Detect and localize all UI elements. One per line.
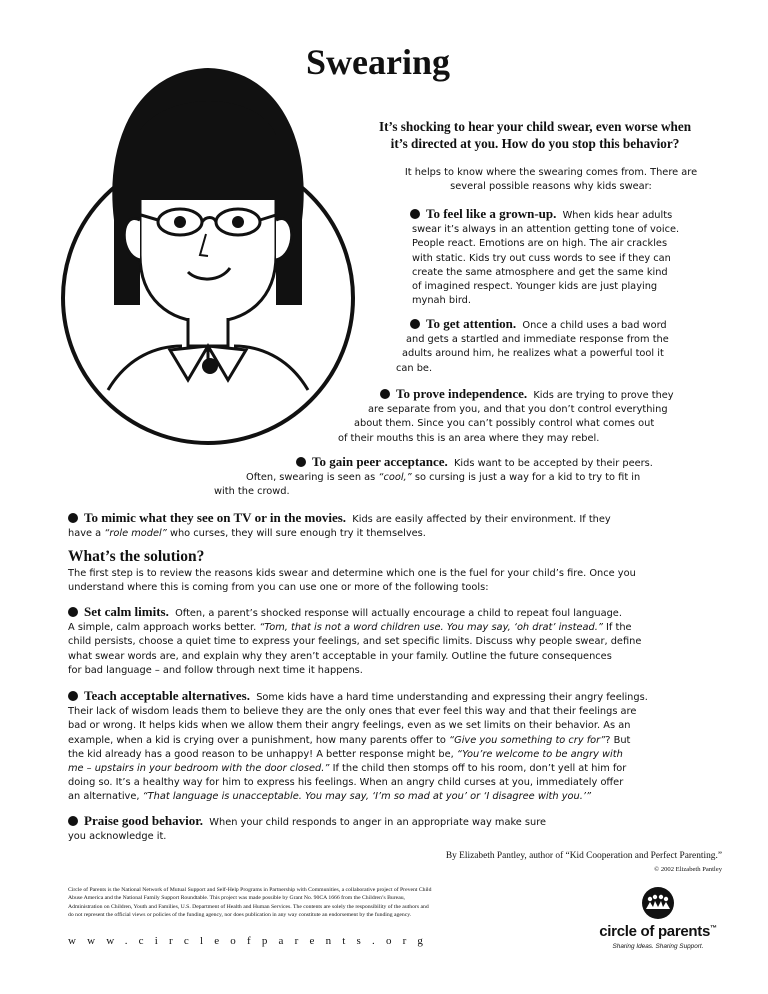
solution-intro: The first step is to review the reasons kids swear and determine which one is the fuel for your child’s fire. Once you understand where this is coming from you can use one or more of the following tools: [68,568,636,594]
reason-grown-up: To feel like a grown-up. When kids hear adults swear it’s always in an attention getting tone of voice. People react. Emotions are on high. The air crackles with static. Kids try out cuss words to see if they can create the same atmosphere and get the same kind of imagined respect. Younger kids are just playing mynah bird. [412,206,680,307]
bullet-icon [68,691,78,701]
tool-calm-limits: Set calm limits. Often, a parent’s shocked response will actually encourage a child to repeat foul language. A simple, calm approach works better. “Tom, that is not a word children use. You may say, ‘oh drat’ instead.” If the child persists, choose a quiet time to express your feelings, and set specific limits. Discuss why people swear, define what swear words are, and explain why they aren’t acceptable in your family. Outline the future consequences for bad language – and follow through next time it happens. [68,604,642,676]
intro-text: It helps to know where the swearing comes from. There are several possible reasons why kids swear: [404,167,698,192]
reason-independence: To prove independence. Kids are trying to prove they are separate from you, and that you don’t control everything about them. Since you can’t possibly control what comes out of their mouths this is an area where they may rebel. [338,386,674,444]
bullet-icon [410,209,420,219]
bullet-icon [410,319,420,329]
website-url[interactable]: www.circleofparents.org [68,935,435,947]
bullet-icon [68,607,78,617]
intro-question: It’s shocking to hear your child swear, even worse when it’s directed at you. How do you stop this behavior? [378,119,692,151]
bullet-icon [380,389,390,399]
footer-fine-print: Circle of Parents is the National Network of Mutual Support and Self-Help Programs in Partnership with Communities, a collaborative project of Prevent Child Abuse America and the National Family Support Roundtable. This project was made possible by Grant No. 90CA 1666 from the Children’s Bureau, Administration on Children, Youth and Families, U.S. Department of Health and Human Services. The contents are solely the responsibility of the authors and do not represent the official views or policies of the funding agency, nor does publication in any way constitute an endorsement by the funding agency. [68,887,432,919]
reason-mimic: To mimic what they see on TV or in the movies. Kids are easily affected by their environment. If they have a “role model” who curses, they will sure enough try it themselves. [68,510,611,540]
circle-of-parents-logo-icon [641,886,675,920]
bullet-icon [296,457,306,467]
byline: By Elizabeth Pantley, author of “Kid Cooperation and Perfect Parenting.” [445,851,722,861]
copyright: © 2002 Elizabeth Pantley [654,866,722,873]
bullet-icon [68,816,78,826]
page-title: Swearing [306,42,450,82]
tool-praise: Praise good behavior. When your child responds to anger in an appropriate way make sure you acknowledge it. [68,813,547,843]
solution-heading: What’s the solution? [68,548,205,565]
logo-tagline: Sharing Ideas. Sharing Support. [612,943,704,950]
logo-wordmark: circle of parents™ [599,923,717,940]
reason-attention: To get attention. Once a child uses a bad word and gets a startled and immediate response from the adults around him, he realizes what a powerful tool it can be. [396,316,669,374]
bullet-icon [68,513,78,523]
tool-alternatives: Teach acceptable alternatives. Some kids have a hard time understanding and expressing their angry feelings. Their lack of wisdom leads them to believe they are the only ones that ever feel this way and that their feelings are bad or wrong. It helps kids when we allow them their angry feelings, even as we set limits on their behavior. As an example, when a kid is crying over a punishment, how many parents offer to “Give you something to cry for”? But the kid already has a good reason to be unhappy! A better response might be, “You’re welcome to be angry with me – upstairs in your bedroom with the door closed.” If the child then stomps off to his room, don’t yell at him for doing so. It’s a healthy way for him to express his feelings. When an angry child curses at you, immediately offer an alternative, “That language is unacceptable. You may say, ‘I’m so mad at you’ or ‘I disagree with you.’” [68,688,648,803]
reason-peer-acceptance: To gain peer acceptance. Kids want to be accepted by their peers. Often, swearing is seen as “cool,” so cursing is just a way for a kid to try to fit in with the crowd. [214,454,653,498]
girl-illustration [48,50,370,450]
